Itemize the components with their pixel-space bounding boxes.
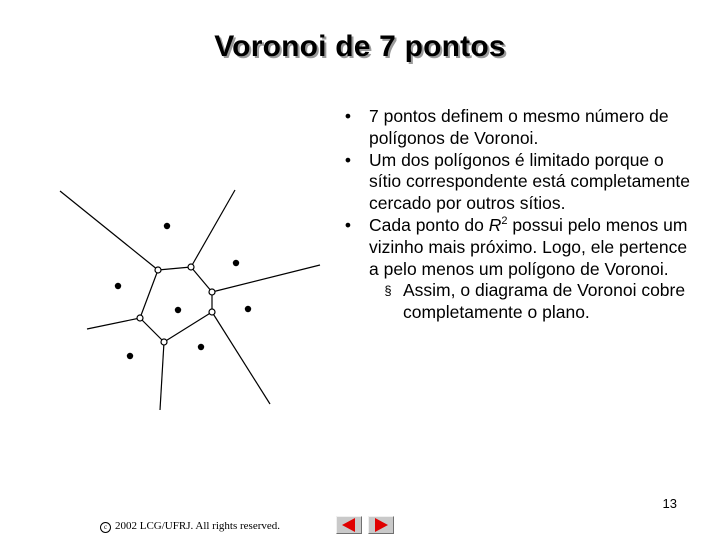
voronoi-edge xyxy=(164,312,212,342)
sub-bullet-text: Assim, o diagrama de Voronoi cobre completamente o plano. xyxy=(403,280,686,323)
bullet-text-before: Cada ponto do xyxy=(369,214,489,235)
voronoi-edge xyxy=(212,265,320,292)
bullet-text-after: possui pelo menos um vizinho mais próximo. Logo, ele pertence a pelo menos um polígono de Voronoi. xyxy=(369,214,688,279)
voronoi-vertex xyxy=(137,315,143,321)
left-arrow-icon xyxy=(337,517,361,533)
voronoi-edge xyxy=(60,191,158,270)
voronoi-vertex xyxy=(161,339,167,345)
voronoi-vertex xyxy=(209,289,215,295)
sub-bullet-list xyxy=(369,280,698,324)
voronoi-edge xyxy=(160,342,164,410)
next-slide-button[interactable] xyxy=(368,516,394,534)
voronoi-site xyxy=(198,344,204,350)
voronoi-site xyxy=(245,306,251,312)
bullet-icon: • xyxy=(344,106,352,126)
bullet-icon: • xyxy=(344,214,352,235)
bullet-text: 7 pontos definem o mesmo número de polígonos de Voronoi. xyxy=(369,106,669,148)
bullet-icon: • xyxy=(344,149,352,170)
voronoi-site xyxy=(233,260,239,266)
voronoi-edge xyxy=(212,312,270,404)
copyright-icon: c xyxy=(100,522,111,533)
sub-bullet-item xyxy=(369,280,698,324)
copyright-notice xyxy=(100,520,280,533)
voronoi-edge xyxy=(87,318,140,329)
voronoi-edge xyxy=(191,267,212,292)
voronoi-edge xyxy=(158,267,191,270)
right-arrow-icon xyxy=(369,517,393,533)
voronoi-site xyxy=(175,307,181,313)
voronoi-edge xyxy=(140,318,164,342)
voronoi-site xyxy=(164,223,170,229)
superscript-two: 2 xyxy=(501,214,508,227)
voronoi-vertex xyxy=(155,267,161,273)
bullet-list xyxy=(338,106,698,324)
bullet-item xyxy=(338,215,698,324)
voronoi-vertex xyxy=(209,309,215,315)
slide-title: Voronoi de 7 pontos xyxy=(214,30,506,63)
voronoi-edge xyxy=(140,270,158,318)
bullet-item xyxy=(338,106,698,150)
bullet-text: Um dos polígonos é limitado porque o sítio correspondente está completamente cercado por outros sítios. xyxy=(369,149,691,214)
r-symbol: R xyxy=(488,214,502,235)
copyright-text: 2002 LCG/UFRJ. All rights reserved. xyxy=(115,520,280,532)
page-number: 13 xyxy=(662,496,677,511)
voronoi-vertex xyxy=(188,264,194,270)
voronoi-site xyxy=(127,353,133,359)
voronoi-edge xyxy=(191,190,235,267)
previous-slide-button[interactable] xyxy=(336,516,362,534)
bullet-item xyxy=(338,150,698,215)
voronoi-site xyxy=(115,283,121,289)
section-bullet-icon: § xyxy=(384,283,392,299)
voronoi-diagram xyxy=(0,180,340,420)
